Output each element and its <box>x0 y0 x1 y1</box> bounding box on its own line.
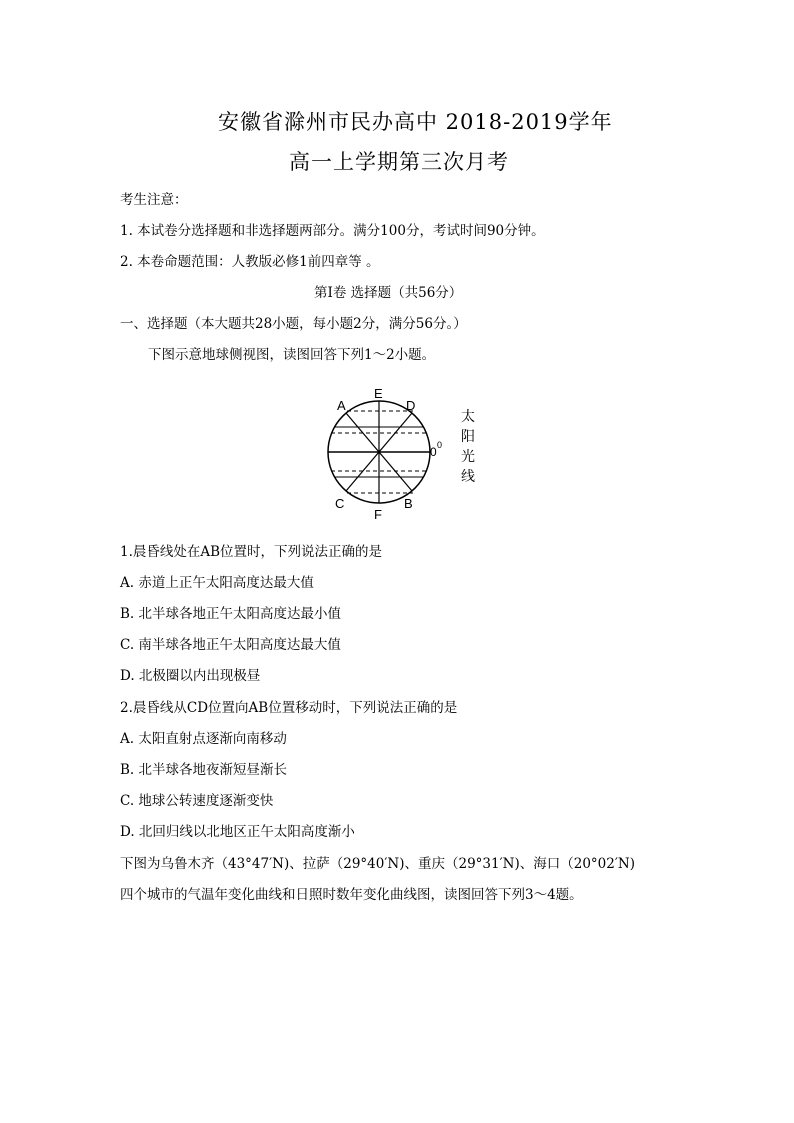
label-A: A <box>337 398 346 413</box>
section-title: 第I卷 选择题（共56分） <box>314 285 463 301</box>
section2-intro-line1: 下图为乌鲁木齐（43°47′N)、拉萨（29°40′N)、重庆（29°31′N)、海口（20°02′N) <box>120 856 636 872</box>
sunlight-char-4: 线 <box>461 468 475 484</box>
label-F: F <box>374 507 382 522</box>
page-title-line1: 安徽省滁州市民办高中 2018-2019学年 <box>218 110 613 134</box>
page-title-line2: 高一上学期第三次月考 <box>289 150 509 174</box>
label-E: E <box>374 386 383 401</box>
notice-item-1: 1. 本试卷分选择题和非选择题两部分。满分100分，考试时间90分钟。 <box>120 223 545 239</box>
notice-item-2: 2. 本卷命题范围：人教版必修1前四章等 。 <box>120 254 380 270</box>
section2-intro-line2: 四个城市的气温年变化曲线和日照时数年变化曲线图，读图回答下列3～4题。 <box>120 887 583 903</box>
terminator-line-AB <box>346 413 412 491</box>
question-2-option-b: B. 北半球各地夜渐短昼渐长 <box>120 762 288 778</box>
question-2-option-a: A. 太阳直射点逐渐向南移动 <box>120 731 287 747</box>
section-instructions: 一、选择题（本大题共28小题，每小题2分，满分56分。） <box>120 316 467 332</box>
question-1-stem: 1.晨昏线处在AB位置时，下列说法正确的是 <box>120 544 383 560</box>
question-2-option-d: D. 北回归线以北地区正午太阳高度渐小 <box>120 824 355 840</box>
sunlight-char-3: 光 <box>461 448 475 464</box>
equator-degree-sup: 0 <box>437 440 443 450</box>
figure-intro: 下图示意地球侧视图，读图回答下列1～2小题。 <box>148 347 436 363</box>
notice-heading: 考生注意： <box>120 192 188 208</box>
sunlight-char-1: 太 <box>461 408 475 424</box>
earth-circle <box>328 401 430 503</box>
question-1-option-b: B. 北半球各地正午太阳高度达最小值 <box>120 606 342 622</box>
question-1-option-a: A. 赤道上正午太阳高度达最大值 <box>120 575 314 591</box>
label-B: B <box>404 496 413 511</box>
question-2-option-c: C. 地球公转速度逐渐变快 <box>120 793 274 809</box>
question-1-option-d: D. 北极圈以内出现极昼 <box>120 668 261 684</box>
question-1-option-c: C. 南半球各地正午太阳高度达最大值 <box>120 637 341 653</box>
label-C: C <box>335 496 345 511</box>
label-D: D <box>406 398 416 413</box>
question-2-stem: 2.晨昏线从CD位置向AB位置移动时，下列说法正确的是 <box>120 700 458 716</box>
equator-degree-label: 0 <box>430 445 437 459</box>
sunlight-char-2: 阳 <box>461 428 475 444</box>
terminator-line-CD <box>346 413 412 491</box>
